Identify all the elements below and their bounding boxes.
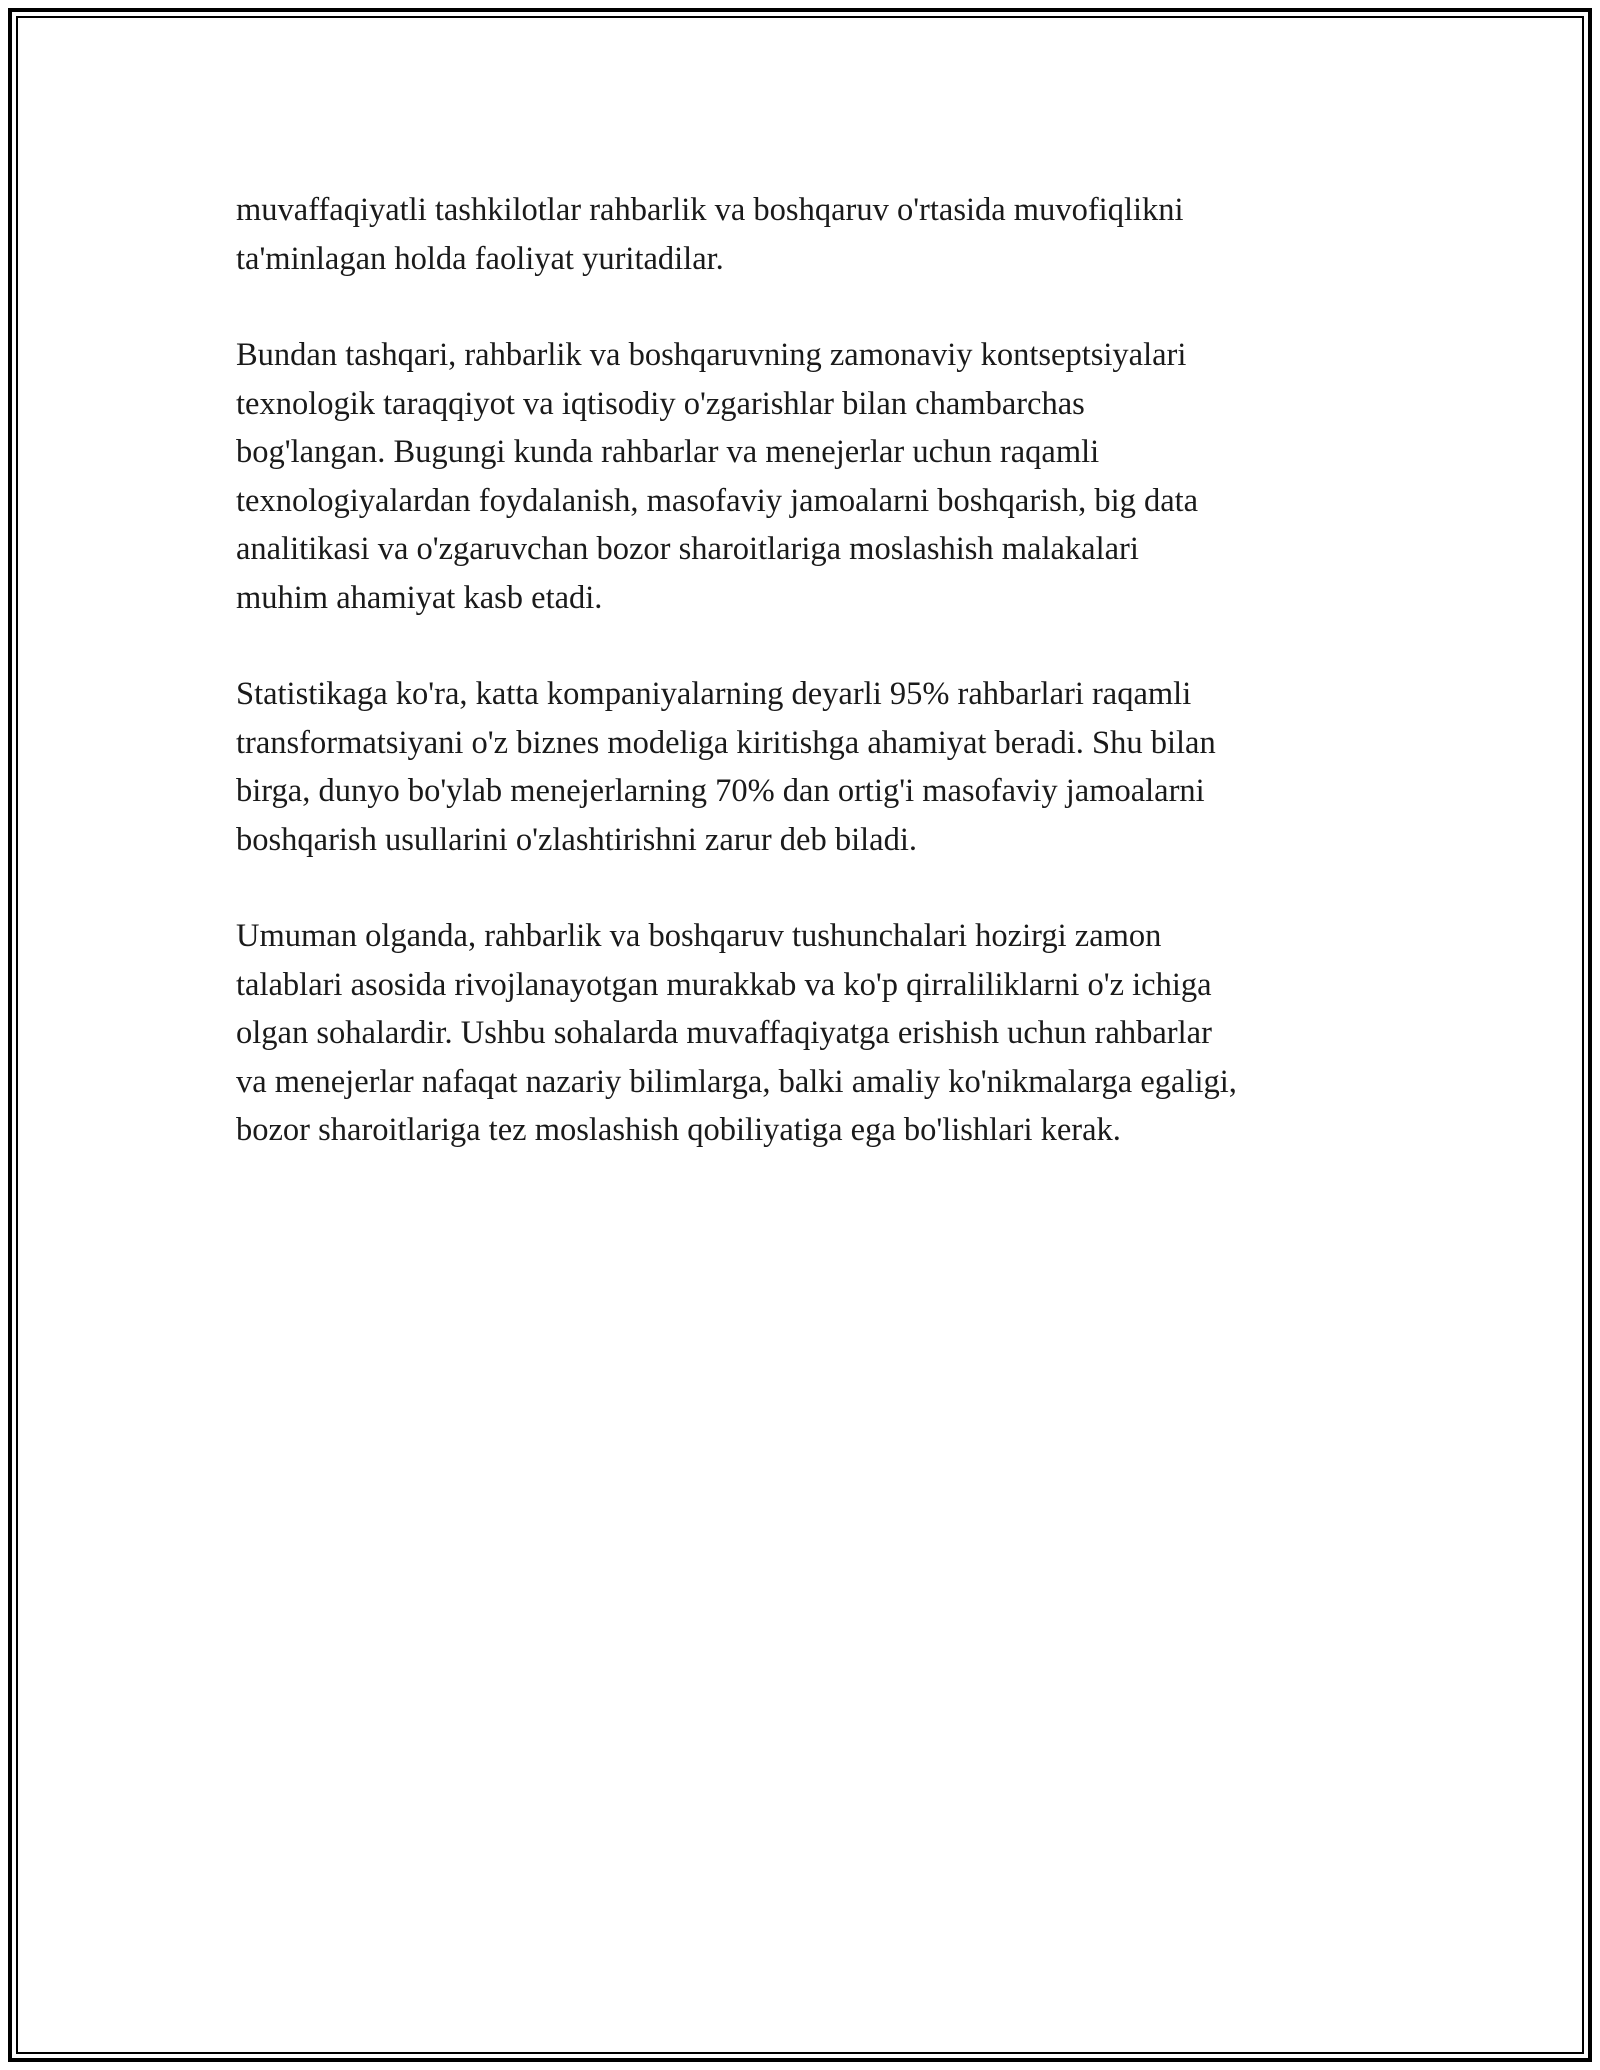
paragraph-4: Umuman olganda, rahbarlik va boshqaruv tushunchalari hozirgi zamon talablari asosida rivojlanayotgan murakkab va ko'p qirraliliklarni o'z ichiga olgan sohalardir. Ushbu sohalarda muvaffaqiyatga erishish uchun rahbarlar va menejerlar nafaqat nazariy bilimlarga, balki amaliy ko'nikmalarga egaligi, bozor sharoitlariga tez moslashish qobiliyatiga ega bo'lishlari kerak.: [236, 918, 1237, 1148]
document-body: [236, 186, 1386, 1203]
paragraph-3: Statistikaga ko'ra, katta kompaniyalarning deyarli 95% rahbarlari raqamli transformatsiyani o'z biznes modeliga kiritishga ahamiyat beradi. Shu bilan birga, dunyo bo'ylab menejerlarning 70% dan ortig'i masofaviy jamoalarni boshqarish usullarini o'zlashtirishni zarur deb biladi.: [236, 676, 1216, 858]
paragraph-2: Bundan tashqari, rahbarlik va boshqaruvning zamonaviy kontseptsiyalari texnologik taraqqiyot va iqtisodiy o'zgarishlar bilan chambarchas bog'langan. Bugungi kunda rahbarlar va menejerlar uchun raqamli texnologiyalardan foydalanish, masofaviy jamoalarni boshqarish, big data analitikasi va o'zgaruvchan bozor sharoitlariga moslashish malakalari muhim ahamiyat kasb etadi.: [236, 337, 1199, 616]
paragraph-1: muvaffaqiyatli tashkilotlar rahbarlik va boshqaruv o'rtasida muvofiqlikni ta'minlagan holda faoliyat yuritadilar.: [236, 192, 1184, 277]
